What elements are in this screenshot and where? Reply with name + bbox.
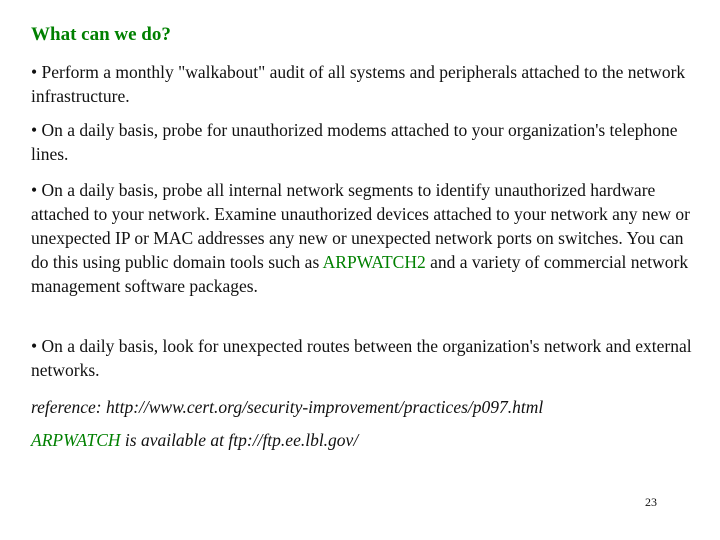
bullet-marker: •	[31, 120, 38, 140]
bullet-text: On a daily basis, look for unexpected routes between the organization's network and external networks.	[31, 336, 692, 380]
page-number: 23	[645, 495, 657, 509]
bullet-text: Perform a monthly "walkabout" audit of all systems and peripherals attached to the network infrastructure.	[31, 62, 686, 106]
bullet-network-segment-probe	[31, 178, 703, 298]
bullet-marker: •	[31, 180, 38, 200]
availability-line	[31, 428, 703, 452]
bullet-walkabout-audit	[31, 60, 703, 108]
availability-text: is available at ftp://ftp.ee.lbl.gov/	[120, 430, 359, 450]
reference-line: reference: http://www.cert.org/security-improvement/practices/p097.html	[31, 397, 544, 417]
bullet-marker: •	[31, 336, 38, 356]
bullet-text-before: On a daily basis, probe all internal network segments to identify unauthorized hardware attached to your network. Examine unauthorized devices attached to your network any new or unexpected IP or MAC addresses any new or unexpected network ports on switches. You can do this using public domain tools such as	[31, 180, 690, 272]
slide-title: What can we do?	[31, 24, 171, 45]
bullet-route-check	[31, 334, 703, 382]
bullet-text: On a daily basis, probe for unauthorized modems attached to your organization's telephone lines.	[31, 120, 678, 164]
arpwatch2-link[interactable]: ARPWATCH2	[322, 252, 426, 272]
bullet-text-after: and a variety of commercial network management software packages.	[31, 252, 689, 296]
bullet-marker: •	[31, 62, 38, 82]
bullet-modem-probe	[31, 118, 703, 166]
arpwatch-link[interactable]: ARPWATCH	[31, 430, 121, 450]
